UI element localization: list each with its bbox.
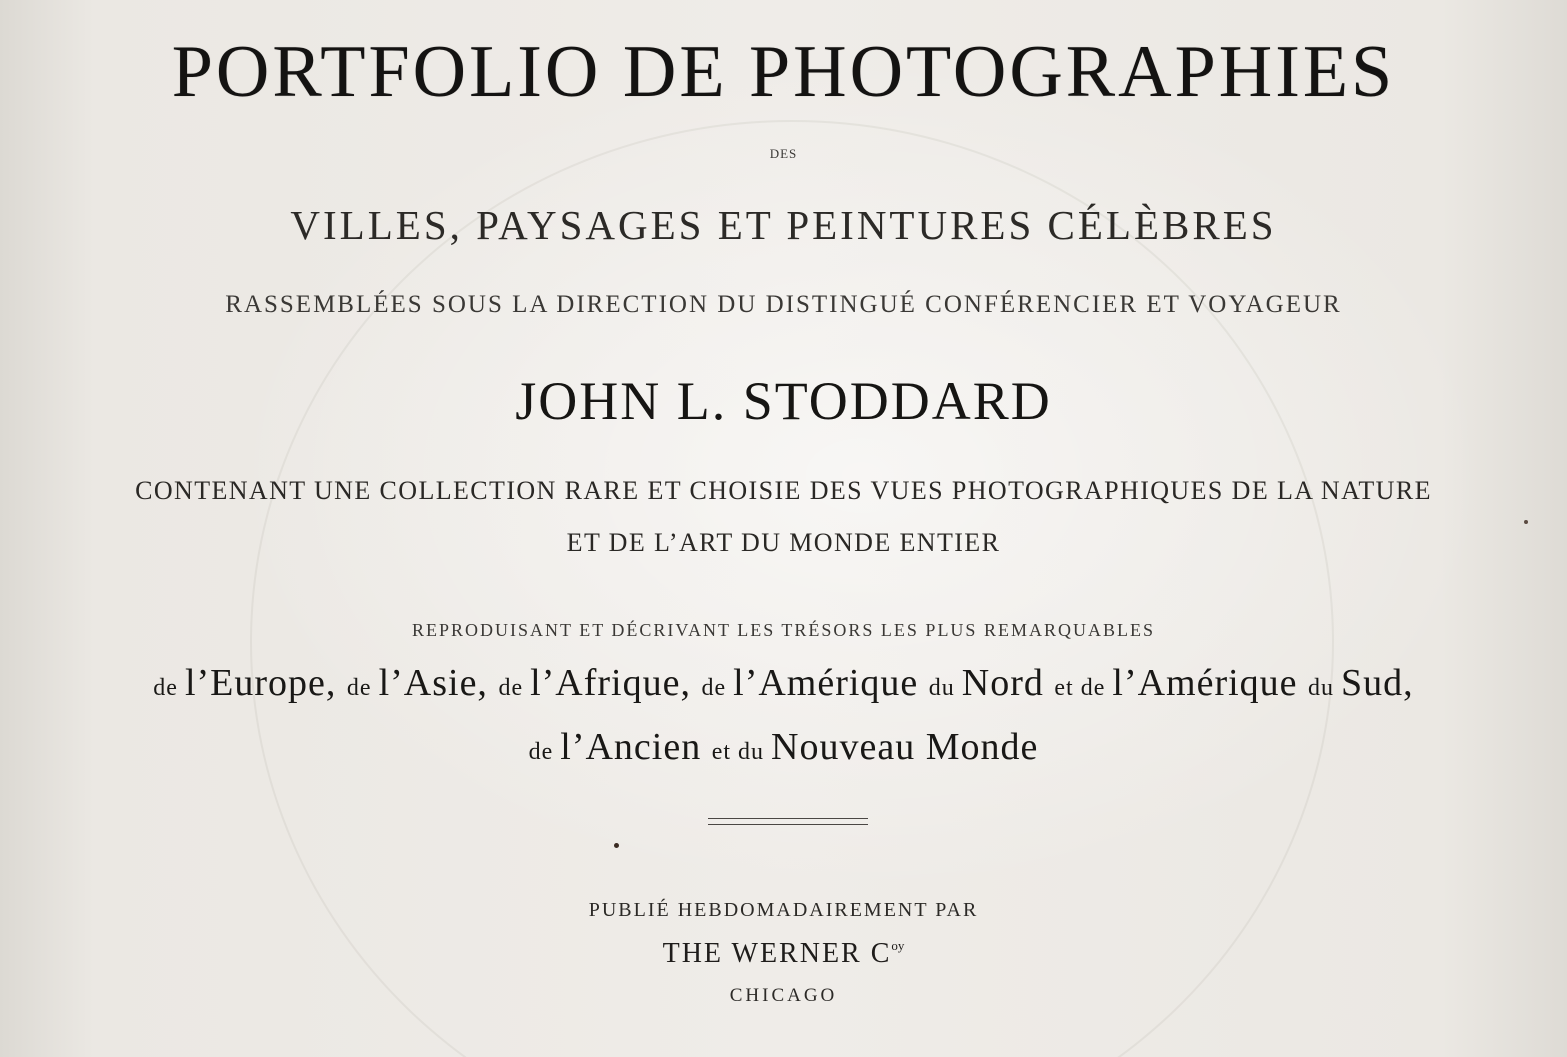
book-subtitle: VILLES, PAYSAGES ET PEINTURES CÉLÈBRES [290, 202, 1277, 248]
region-segment: Nord [961, 662, 1055, 704]
author-name: JOHN L. STODDARD [515, 371, 1052, 431]
ornamental-rule-bottom [708, 824, 868, 825]
region-segment: l’Europe, [184, 662, 347, 704]
region-segment: de [701, 675, 734, 701]
publisher-city: CHICAGO [729, 985, 838, 1006]
region-segment: de [346, 675, 379, 701]
region-segment: du [928, 675, 962, 701]
region-segment: l’Amérique [733, 662, 929, 704]
contents-line-2: ET DE L’ART DU MONDE ENTIER [566, 528, 1001, 557]
region-segment: Nouveau Monde [771, 726, 1039, 768]
publisher-text: THE WERNER C [662, 938, 892, 969]
ink-speck [614, 843, 619, 848]
des-connector: DES [769, 146, 798, 161]
region-segment: Sud, [1341, 662, 1414, 704]
region-segment: l’Amérique [1112, 662, 1309, 704]
region-segment: de [528, 739, 561, 765]
publication-label: PUBLIÉ HEBDOMADAIREMENT PAR [588, 899, 979, 921]
region-segment: l’Afrique, [530, 662, 702, 704]
region-segment: l’Asie, [378, 662, 499, 704]
regions-line-2 [0, 725, 1567, 769]
publisher-suffix: oy [891, 938, 905, 953]
book-title: PORTFOLIO DE PHOTOGRAPHIES [171, 31, 1396, 113]
region-segment: de [153, 675, 185, 701]
publisher-name [0, 938, 1567, 970]
region-segment: du [1308, 675, 1342, 701]
contents-line-1: CONTENANT UNE COLLECTION RARE ET CHOISIE DES VUES PHOTOGRAPHIQUES DE LA NATURE [135, 476, 1432, 505]
ornamental-rule-top [708, 818, 868, 819]
regions-line-1 [0, 661, 1567, 705]
ink-speck [1524, 520, 1528, 524]
region-segment: et de [1054, 675, 1113, 701]
region-segment: et du [711, 739, 772, 765]
region-segment: de [498, 675, 531, 701]
direction-line: RASSEMBLÉES SOUS LA DIRECTION DU DISTINGUÉ CONFÉRENCIER ET VOYAGEUR [225, 291, 1342, 318]
reproduisant-line: REPRODUISANT ET DÉCRIVANT LES TRÉSORS LES PLUS REMARQUABLES [412, 620, 1155, 640]
region-segment: l’Ancien [560, 726, 712, 768]
